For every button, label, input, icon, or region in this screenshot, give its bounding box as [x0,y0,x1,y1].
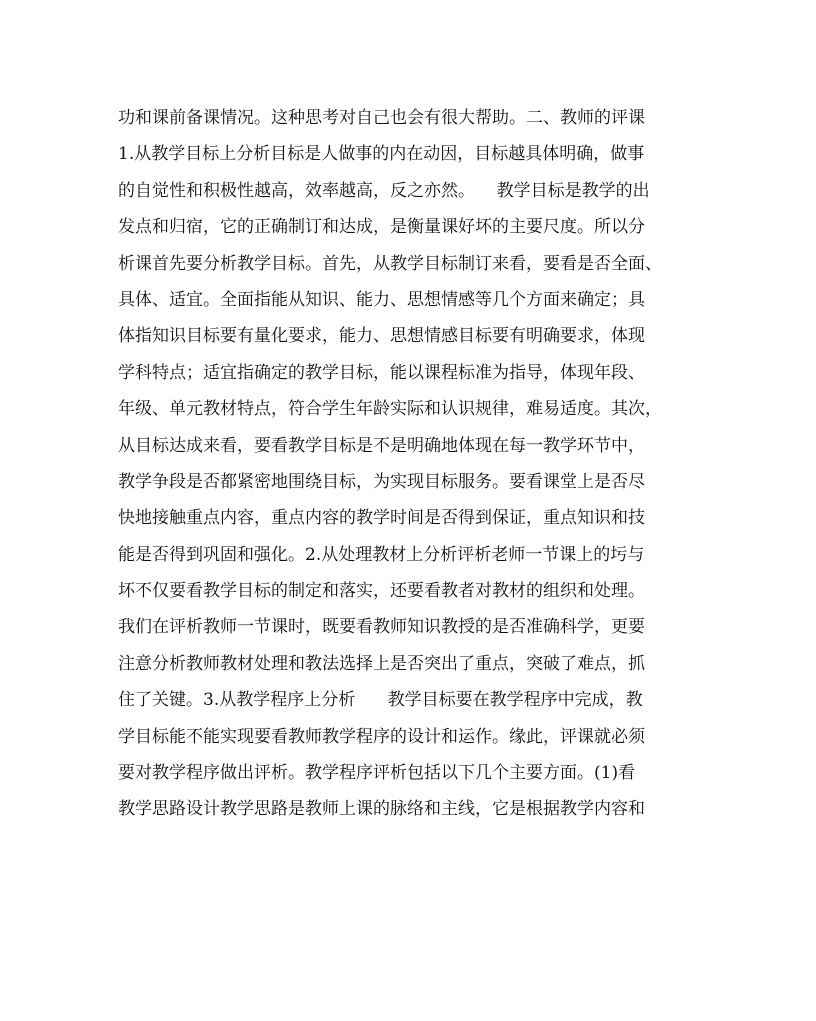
text-line: 教学思路设计教学思路是教师上课的脉络和主线，它是根据教学内容和 [118,799,645,820]
text-line: 的自觉性和积极性越高，效率越高，反之亦然。 教学目标是教学的出 [118,180,650,201]
text-line: 注意分析教师教材处理和教法选择上是否突出了重点，突破了难点，抓 [118,653,645,674]
text-line: 教学争段是否都紧密地围绕目标，为实现目标服务。要看课堂上是否尽 [118,471,645,492]
text-line: 学科特点；适宜指确定的教学目标，能以课程标准为指导，体现年段、 [118,362,645,383]
text-line: 体指知识目标要有量化要求，能力、思想情感目标要有明确要求，体现 [118,326,645,347]
text-line: 发点和归宿，它的正确制订和达成，是衡量课好坏的主要尺度。所以分 [118,217,645,238]
text-line: 年级、单元教材特点，符合学生年龄实际和认识规律，难易适度。其次， [118,399,662,420]
text-line: 析课首先要分析教学目标。首先，从教学目标制订来看，要看是否全面、 [118,253,662,274]
text-line: 坏不仅要看教学目标的制定和落实，还要看教者对教材的组织和处理。 [118,581,645,602]
text-line: 要对教学程序做出评析。教学程序评析包括以下几个主要方面。(1)看 [118,763,636,784]
text-line: 功和课前备课情况。这种思考对自己也会有很大帮助。二、教师的评课 [118,108,645,128]
text-line: 快地接触重点内容，重点内容的教学时间是否得到保证，重点知识和技 [118,508,645,529]
text-line: 住了关键。3.从教学程序上分析 教学目标要在教学程序中完成，教 [118,690,643,711]
text-line: 具体、适宜。全面指能从知识、能力、思想情感等几个方面来确定；具 [118,289,645,310]
text-line: 能是否得到巩固和强化。2.从处理教材上分析评析老师一节课上的圬与 [118,544,645,565]
text-line: 从目标达成来看，要看教学目标是不是明确地体现在每一教学环节中， [118,435,645,456]
text-line: 1.从教学目标上分析目标是人做事的内在动因，目标越具体明确，做事 [118,144,645,165]
text-line: 我们在评析教师一节课时，既要看教师知识教授的是否准确科学，更要 [118,617,645,638]
body-text [118,100,698,828]
text-line: 学目标能不能实现要看教师教学程序的设计和运作。缘此，评课就必须 [118,726,645,747]
